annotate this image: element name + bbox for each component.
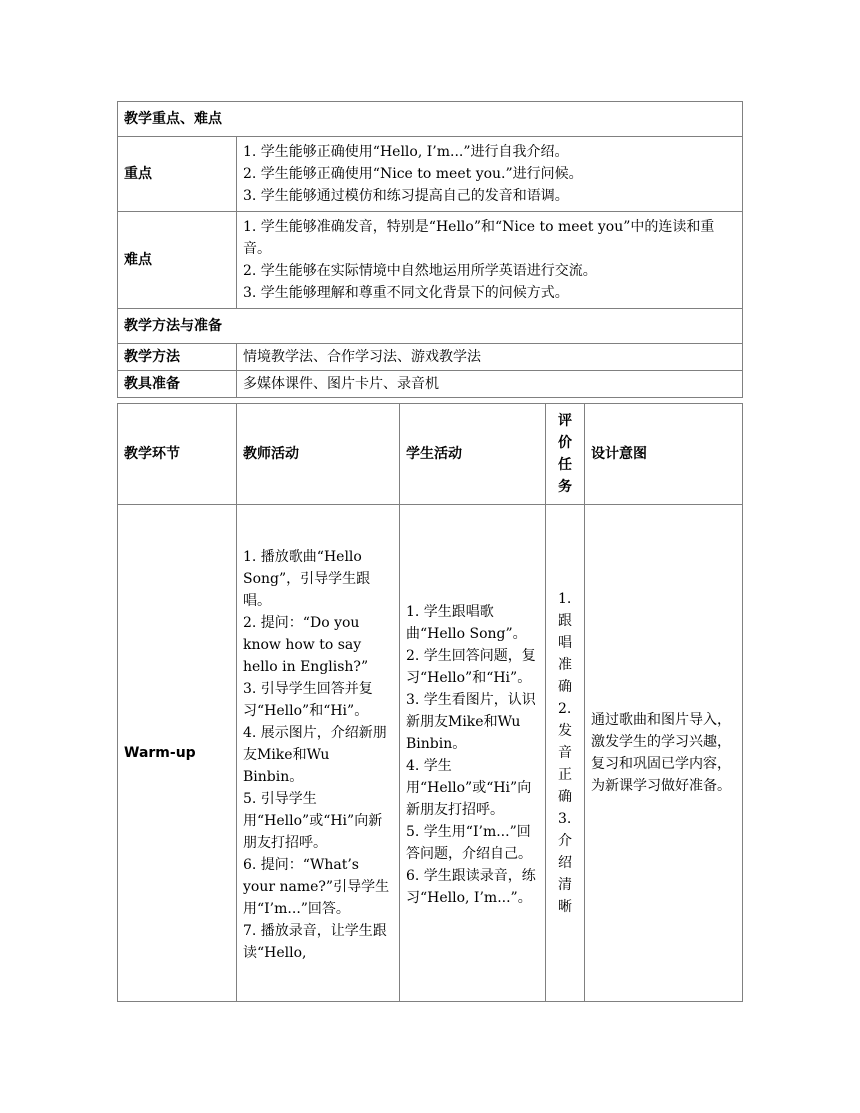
difficulty-row <box>118 212 743 309</box>
student-activity-item: 5. 学生用“I’m...”回答问题，介绍自己。 <box>406 824 532 862</box>
evaluation-item: 1.跟唱准确 <box>558 591 572 695</box>
student-activity-item: 4. 学生用“Hello”或“Hi”向新朋友打招呼。 <box>406 758 532 818</box>
teacher-activity-item: 6. 提问：“What’s your name?”引导学生用“I’m...”回答。 <box>243 857 390 917</box>
lesson-plan-upper-table <box>117 101 743 398</box>
method-value: 情境教学法、合作学习法、游戏教学法 <box>237 344 743 371</box>
header-student-activity: 学生活动 <box>400 404 546 505</box>
header-stage: 教学环节 <box>118 404 237 505</box>
evaluation-item: 3.介绍清晰 <box>558 811 572 915</box>
design-intent-cell: 通过歌曲和图片导入，激发学生的学习兴趣，复习和巩固已学内容，为新课学习做好准备。 <box>585 505 743 1002</box>
student-activity-item: 2. 学生回答问题，复习“Hello”和“Hi”。 <box>406 648 536 686</box>
tools-label: 教具准备 <box>118 371 237 398</box>
focus-item: 3. 学生能够通过模仿和练习提高自己的发音和语调。 <box>243 188 569 204</box>
student-activity-item: 6. 学生跟读录音，练习“Hello, I’m...”。 <box>406 868 536 906</box>
focus-row <box>118 137 743 212</box>
header-teacher-activity: 教师活动 <box>237 404 400 505</box>
methods-section-title: 教学方法与准备 <box>118 309 743 344</box>
process-header-row <box>118 404 743 505</box>
stage-warmup: Warm-up <box>118 505 237 1002</box>
teacher-activity-item: 5. 引导学生用“Hello”或“Hi”向新朋友打招呼。 <box>243 791 383 851</box>
student-activity-item: 1. 学生跟唱歌曲“Hello Song”。 <box>406 604 527 642</box>
teaching-process-table <box>117 403 743 1002</box>
student-activity-cell <box>400 505 546 1002</box>
header-design-intent: 设计意图 <box>585 404 743 505</box>
teacher-activity-item: 4. 展示图片，介绍新朋友Mike和Wu Binbin。 <box>243 725 387 785</box>
evaluation-cell <box>546 505 585 1002</box>
header-evaluation-text: 评价任务 <box>558 413 572 495</box>
header-evaluation <box>546 404 585 505</box>
methods-section-row <box>118 309 743 344</box>
focus-item: 1. 学生能够正确使用“Hello, I’m...”进行自我介绍。 <box>243 144 569 160</box>
method-label: 教学方法 <box>118 344 237 371</box>
difficulty-item: 3. 学生能够理解和尊重不同文化背景下的问候方式。 <box>243 285 569 301</box>
student-activity-item: 3. 学生看图片，认识新朋友Mike和Wu Binbin。 <box>406 692 536 752</box>
warmup-row <box>118 505 743 1002</box>
teacher-activity-item: 3. 引导学生回答并复习“Hello”和“Hi”。 <box>243 681 373 719</box>
teacher-activity-item: 1. 播放歌曲“Hello Song”，引导学生跟唱。 <box>243 549 371 609</box>
focus-content <box>237 137 743 212</box>
difficulty-item: 1. 学生能够准确发音，特别是“Hello”和“Nice to meet you”中的连读和重音。 <box>243 219 715 257</box>
teacher-activity-item: 2. 提问：“Do you know how to say hello in English?” <box>243 615 369 675</box>
tools-value: 多媒体课件、图片卡片、录音机 <box>237 371 743 398</box>
focus-item: 2. 学生能够正确使用“Nice to meet you.”进行问候。 <box>243 166 583 182</box>
method-row <box>118 344 743 371</box>
key-points-section-row <box>118 102 743 137</box>
evaluation-item: 2.发音正确 <box>558 701 572 805</box>
focus-label: 重点 <box>118 137 237 212</box>
key-points-section-title: 教学重点、难点 <box>118 102 743 137</box>
difficulty-item: 2. 学生能够在实际情境中自然地运用所学英语进行交流。 <box>243 263 597 279</box>
difficulty-content <box>237 212 743 309</box>
difficulty-label: 难点 <box>118 212 237 309</box>
teacher-activity-item: 7. 播放录音，让学生跟读“Hello, <box>243 923 387 961</box>
tools-row <box>118 371 743 398</box>
teacher-activity-cell <box>237 505 400 1002</box>
